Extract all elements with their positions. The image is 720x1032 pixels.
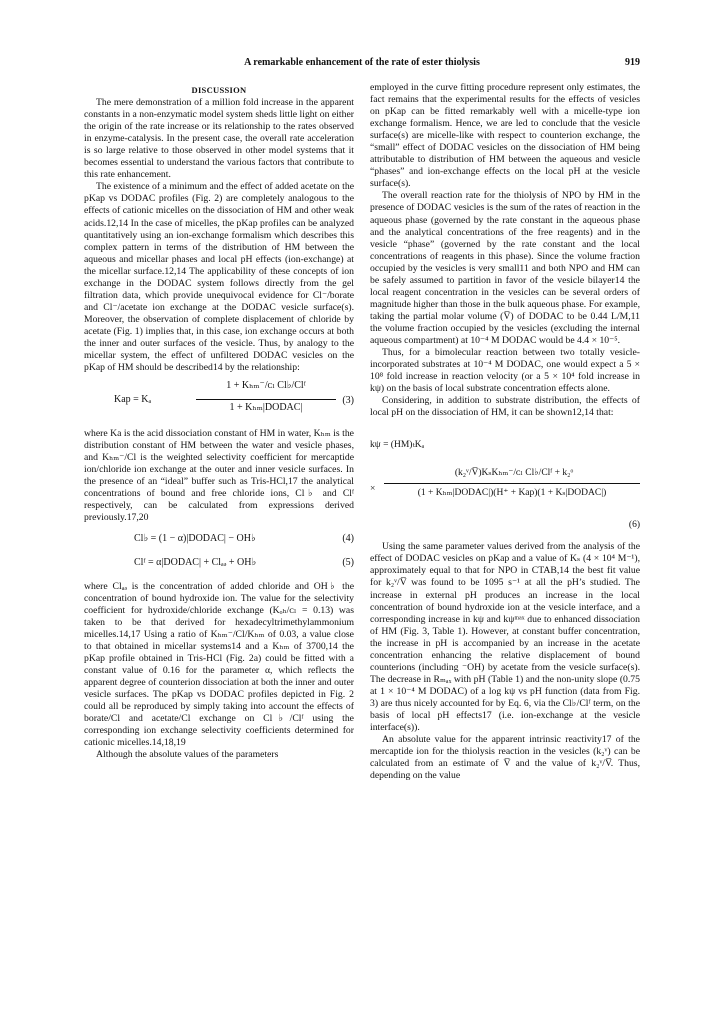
times-sign: × (370, 484, 376, 495)
equation-3 (84, 380, 354, 424)
paragraph: where Ka is the acid dissociation constant of HM in water, Kₕₘ is the distribution constant of HM between the water and vesicle phases, and Kₕₘ⁻/Cl is the weighted selectivity coefficient for mercaptide ion/chloride ion exchange at the outer and inner vesicle surfaces. In the presence of an “ideal” buffer such as Tris-HCl,17 the analytical concentrations of bound and free chloride ions, Cl♭ and Clᶠ respectively, can be calculated from expressions derived previously.17,20 (84, 428, 354, 524)
paragraph: The existence of a minimum and the effect of added acetate on the pKap vs DODAC profiles (Fig. 2) are completely analogous to the effects of cationic micelles on the dissociation of HM and other weak acids.12,14 In the case of micelles, the pKap profiles can be analyzed quantitatively using an ion-exchange formalism which describes this complex pattern in terms of the distribution of HM between the aqueous and micellar phases and local pH effects (ion-exchange) at the micellar surface.12,14 The applicability of these concepts of ion exchange in the DODAC system follows directly from the gel filtration data, which provide unequivocal evidence for Cl⁻/borate and Cl⁻/acetate ion exchange at the DODAC vesicle surface(s). Moreover, the observation of complete displacement of chloride by acetate (Fig. 1) implies that, in this case, ion exchange occurs at both the inner and outer surfaces of the vesicle. Thus, by analogy to the micellar system, the effect of unfiltered DODAC vesicles on the pKap of HM should be described14 by the relationship: (84, 181, 354, 374)
equation-lhs: kψ = (HM)ₜKₐ (370, 440, 425, 451)
equation-number: (6) (628, 520, 640, 531)
paragraph: employed in the curve fitting procedure represent only estimates, the fact remains that the experimental results for the effects of vesicles on pKap can be fitted remarkably well with a micelle-type ion exchange formalism. Hence, we are led to conclude that the vesicle surface(s) are micelle-like with respect to counterion exchange, the “small” effect of DODAC vesicles on the dissociation of HM being attributable to distribution of HM between the aqueous and vesicle “phases” and ion-exchange effects on the local pH at the vesicle surface(s). (370, 82, 640, 190)
paragraph: The overall reaction rate for the thiolysis of NPO by HM in the presence of DODAC vesicles is the sum of the rates of reaction in the aqueous phase (governed by the rate constant in the aqueous phase and the analytical concentrations of the free reagents) and in the vesicle “phase” (governed by the rate constant and the local concentrations of reagents in this phase). Since the volume fraction occupied by the vesicles is very small11 and both NPO and HM can be safely assumed to partition in favor of the vesicle bilayer14 the local reagent concentration in the vesicles can be several orders of magnitude higher than those in the bulk aqueous phase. For example, taking the partial molar volume (V̅) of DODAC to be 0.44 L/M,11 the volume fraction occupied by the vesicles (excluding the internal aqueous compartment) at 10⁻⁴ M DODAC would be 4.4 × 10⁻⁵. (370, 190, 640, 346)
right-column (370, 82, 640, 782)
paragraph: Although the absolute values of the parameters (96, 749, 279, 761)
equation-text: Cl♭ = (1 − α)|DODAC| − OH♭ (134, 532, 256, 544)
equation-6 (370, 439, 640, 537)
equation-numerator: 1 + Kₕₘ⁻/ᴄₗ Cl♭/Clᶠ (226, 380, 306, 392)
equation-lhs: Kap = Kₐ (114, 394, 152, 406)
page-number: 919 (625, 57, 640, 68)
equation-4 (84, 533, 354, 549)
paragraph: Considering, in addition to substrate distribution, the effects of local pH on the dissociation of HM, it can be shown12,14 that: (370, 395, 640, 419)
equation-5 (84, 557, 354, 573)
equation-denominator: (1 + Kₕₘ|DODAC|)(H⁺ + Kap)(1 + Kₛ|DODAC|) (417, 488, 607, 499)
equation-number: (4) (342, 532, 354, 544)
equation-number: (5) (342, 556, 354, 568)
left-column (84, 82, 354, 761)
paragraph: Using the same parameter values derived from the analysis of the effect of DODAC vesicles on pKap and a value of Kₛ (4 × 10⁴ M⁻¹), approximately equal to that for NPO in CTAB,14 the best fit value for k₂ᵛ/V̅ was found to be 1095 s⁻¹ at all the pH’s studied. The increase in external pH produces an increase in the local concentration of bound hydroxide ion at the vesicle interface, and a corresponding increase in kψ and kψᵐᵃˣ due to enhanced dissociation of HM (Fig. 3, Table 1). However, at constant buffer concentration, the increase in pH is accompanied by an increase in the acetate concentration enhancing the relative displacement of bound counterions (including ⁻OH) by acetate from the vesicle surface(s). The decrease in Rₘₐₓ with pH (Table 1) and the non-unity slope (0.75 at 1 × 10⁻⁴ M DODAC) of a log kψ vs pH function (data from Fig. 3) are thus nicely accounted for by Eq. 6, via the Cl♭/Clᶠ term, on the basis of local pH effects17 (i.e. ion-exchange at the vesicle interface(s)). (370, 541, 640, 734)
equation-denominator: 1 + Kₕₘ|DODAC| (229, 402, 303, 414)
fraction-bar (196, 399, 336, 400)
paragraph: The mere demonstration of a million fold increase in the apparent constants in a non-enzymatic model system sheds little light on either the origin of the rate increase or its relationship to the rates observed in enzyme-catalysis. In the present case, the overall rate acceleration is so large relative to those observed in other model systems that it becomes essential to understand the various factors that contribute to this rate enhancement. (84, 97, 354, 181)
equation-text: Clᶠ = α|DODAC| + Clₐₔ + OH♭ (134, 556, 257, 568)
section-heading: DISCUSSION (191, 85, 247, 95)
fraction-bar (384, 483, 640, 484)
equation-numerator: (k₂ᵛ/V̅)KₛKₕₘ⁻/ᴄₗ Cl♭/Clᶠ + k₂ᵒ (454, 468, 574, 479)
paragraph: An absolute value for the apparent intrinsic reactivity17 of the mercaptide ion for the thiolysis reaction in the vesicles (k₂ᵛ) can be calculated from an estimate of V̅ and the value of k₂ᵛ/V̅. Thus, depending on the value (370, 734, 640, 782)
paragraph: where Clₐₔ is the concentration of added chloride and OH♭ the concentration of bound hydroxide ion. The value for the selectivity coefficient for hydroxide/chloride exchange (Kₒₕ/ᴄₗ = 0.13) was taken to be that derived for hexadecyltrimethylammonium micelles.14,17 Using a ratio of Kₕₘ⁻/Cl/Kₕₘ of 0.03, a value close to that obtained in micellar systems14 and a Kₕₘ of 3700,14 the pKap profile obtained in Tris-HCl (Fig. 2a) could be fitted with a constant value of 0.16 for the parameter α, which reflects the apparent degree of counterion dissociation at both the inner and outer vesicle surfaces. The pKap vs DODAC profiles depicted in Fig. 2 could all be reproduced by simply taking into account the effects of borate/Cl and acetate/Cl exchange on Cl♭/Clᶠ using the corresponding ion exchange selectivity coefficients determined for cationic micelles.14,18,19 (84, 580, 354, 749)
equation-number: (3) (342, 395, 354, 407)
running-title: A remarkable enhancement of the rate of ester thiolysis (244, 57, 480, 68)
paragraph: Thus, for a bimolecular reaction between two totally vesicle-incorporated substrates at 10⁻⁴ M DODAC, one would expect a 5 × 10⁸ fold increase in reaction velocity (or a 5 × 10⁴ fold increase in kψ) on the basis of local substrate concentration effects alone. (370, 347, 640, 395)
